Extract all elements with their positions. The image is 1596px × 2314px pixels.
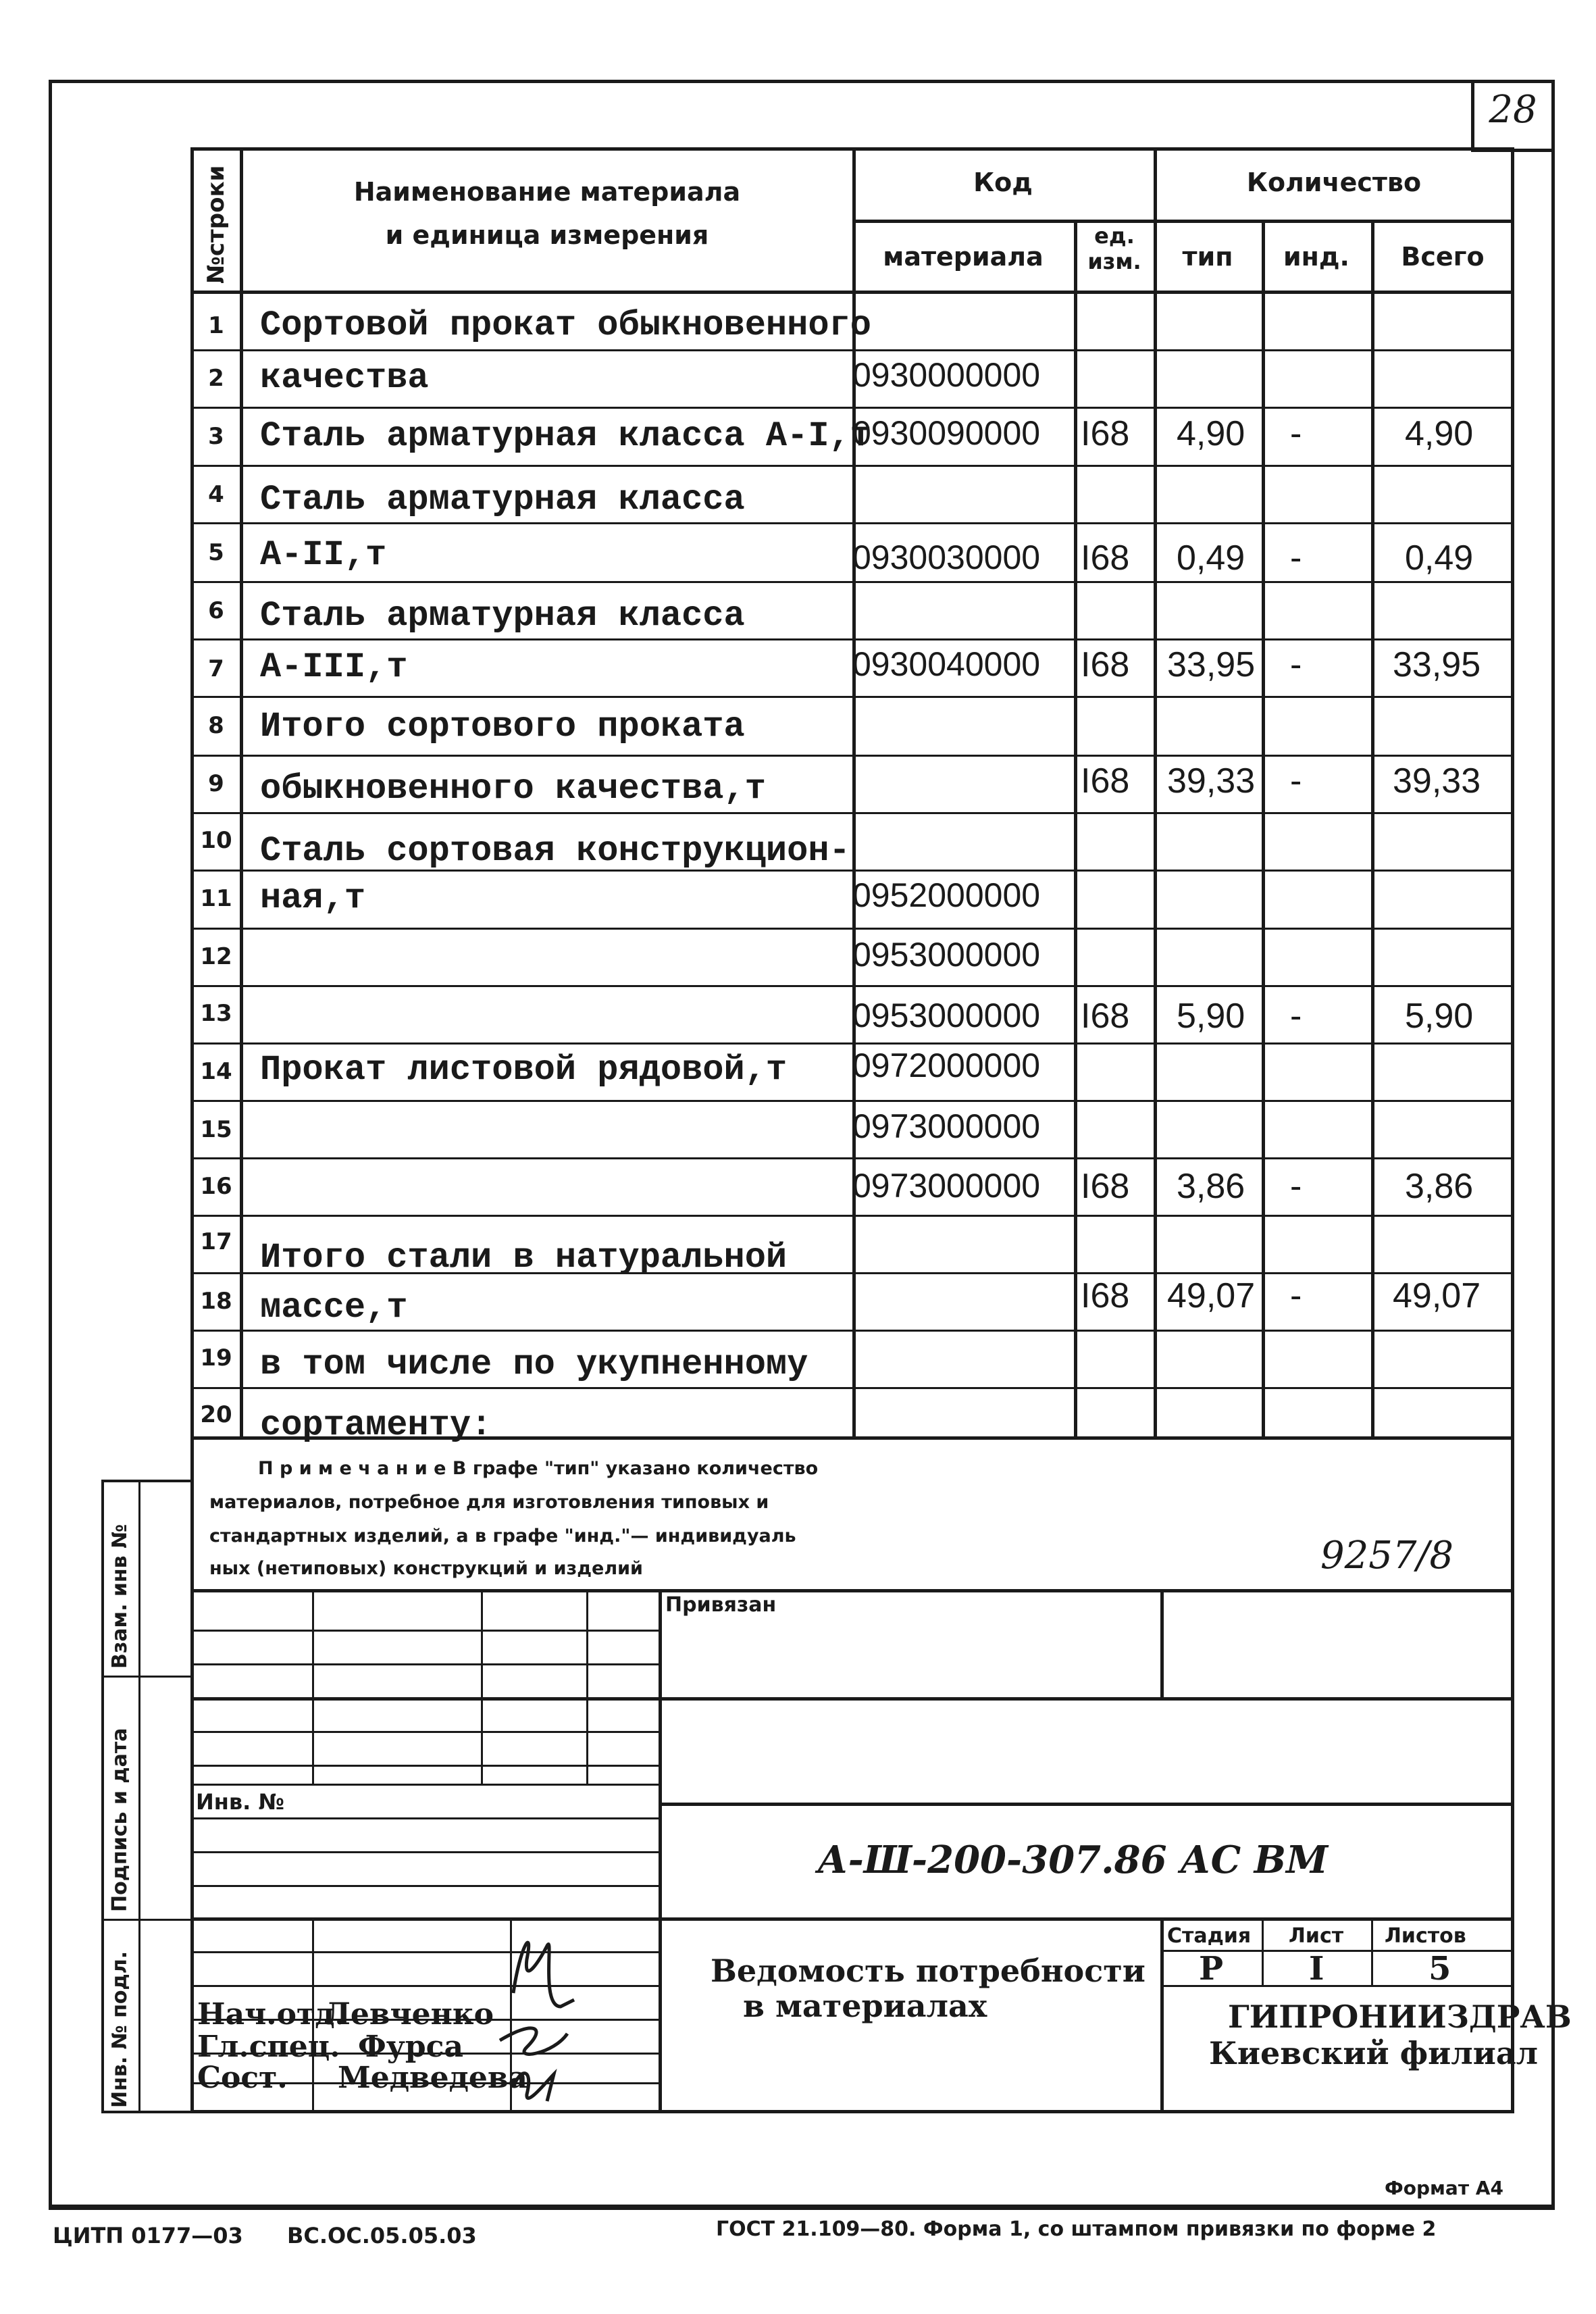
- note-line-2: материалов, потребное для изготовления типовых и: [209, 1492, 769, 1513]
- row-number: 12: [200, 943, 232, 970]
- stage-value: Р: [1199, 1950, 1224, 1988]
- header-row-no: №строки: [203, 165, 230, 284]
- row-name: качества: [260, 358, 429, 398]
- row-number: 1: [208, 312, 224, 339]
- org-line-2: Киевский филиал: [1209, 2035, 1539, 2071]
- row-unit: I68: [1081, 761, 1130, 801]
- row-name: в том числе по укупненному: [260, 1344, 808, 1384]
- stage-label: Стадия: [1167, 1924, 1252, 1948]
- sheet-value: I: [1309, 1950, 1324, 1988]
- signature-levchenko: [513, 1942, 574, 2007]
- row-unit: I68: [1081, 414, 1130, 453]
- header-total: Всего: [1401, 242, 1485, 272]
- row-unit: I68: [1081, 997, 1130, 1036]
- header-type: тип: [1182, 242, 1233, 272]
- row-name: Сталь арматурная класса: [260, 596, 745, 636]
- row-unit: I68: [1081, 1167, 1130, 1206]
- header-individual: инд.: [1283, 242, 1349, 272]
- row-total: 3,86: [1405, 1167, 1474, 1206]
- row-type: 49,07: [1167, 1276, 1256, 1315]
- row-number: 7: [208, 655, 224, 682]
- stamp-privyazan: Привязан: [665, 1593, 777, 1617]
- row-total: 33,95: [1393, 645, 1481, 684]
- note-line-1: П р и м е ч а н и е В графе "тип" указано количество: [258, 1458, 819, 1479]
- side-label-inv-podl: Инв. № подл.: [108, 1951, 132, 2108]
- row-type: 3,86: [1177, 1167, 1245, 1206]
- doc-title-1: Ведомость потребности: [711, 1953, 1145, 1989]
- row-code: 0953000000: [852, 997, 1041, 1034]
- footer-left: ЦИТП 0177—03: [53, 2223, 243, 2248]
- row-number: 9: [208, 770, 224, 797]
- footer-code: ВС.ОС.05.05.03: [287, 2223, 477, 2248]
- side-label-vzam: Взам. инв №: [108, 1524, 132, 1669]
- header-code: Код: [973, 168, 1033, 197]
- signature-fursa: [500, 2028, 567, 2055]
- header-quantity: Количество: [1246, 168, 1422, 197]
- row-total: 49,07: [1393, 1276, 1481, 1315]
- signer-name: Фурса: [358, 2030, 463, 2064]
- row-type: 0,49: [1177, 538, 1245, 578]
- row-name: Сталь сортовая конструкцион-: [260, 831, 850, 871]
- row-total: 39,33: [1393, 761, 1481, 801]
- row-name: А-II,т: [260, 535, 387, 575]
- row-code: 0973000000: [852, 1167, 1041, 1205]
- sheets-value: 5: [1428, 1950, 1451, 1988]
- row-code: 0972000000: [852, 1047, 1041, 1084]
- row-ind: -: [1290, 1276, 1302, 1315]
- row-ind: -: [1290, 1167, 1302, 1206]
- note-line-4: ных (нетиповых) конструкций и изделий: [209, 1558, 643, 1579]
- signer-name: Медведева: [338, 2061, 527, 2095]
- row-ind: -: [1290, 761, 1302, 801]
- row-name: Итого сортового проката: [260, 707, 745, 747]
- format-label: Формат А4: [1385, 2177, 1503, 2199]
- row-code: 0930040000: [852, 645, 1041, 683]
- row-number: 14: [200, 1058, 232, 1085]
- row-number: 19: [200, 1344, 232, 1372]
- row-number: 13: [200, 1000, 232, 1027]
- row-code: 0930030000: [852, 538, 1041, 576]
- row-ind: -: [1290, 538, 1302, 578]
- row-name: Прокат листовой рядовой,т: [260, 1050, 788, 1090]
- document-code: А-Ш-200-307.86 АС ВМ: [817, 1838, 1329, 1882]
- handwritten-number: 9257/8: [1320, 1534, 1454, 1578]
- stamp-inv-no: Инв. №: [196, 1789, 284, 1815]
- row-name: А-III,т: [260, 647, 408, 687]
- row-number: 3: [208, 423, 224, 450]
- row-name: Сталь арматурная класса А-I,т: [260, 416, 871, 456]
- row-type: 5,90: [1177, 997, 1245, 1036]
- row-number: 15: [200, 1116, 232, 1143]
- signer-role: Нач.отд.: [197, 1997, 345, 2032]
- header-name-2: и единица измерения: [385, 220, 709, 250]
- row-total: 4,90: [1405, 414, 1474, 453]
- row-number: 5: [208, 539, 224, 566]
- row-ind: -: [1290, 997, 1302, 1036]
- row-name: Сортовой прокат обыкновенного: [260, 305, 871, 345]
- row-code: 0930090000: [852, 414, 1041, 452]
- sheet-label: Лист: [1289, 1924, 1344, 1948]
- org-line-1: ГИПРОНИИЗДРАВ: [1228, 1998, 1572, 2035]
- row-number: 2: [208, 365, 224, 392]
- row-number: 4: [208, 481, 224, 508]
- note-line-3: стандартных изделий, а в графе "инд."— индивидуаль: [209, 1526, 796, 1546]
- row-number: 11: [200, 885, 232, 912]
- row-number: 8: [208, 712, 224, 739]
- row-name: сортаменту:: [260, 1405, 492, 1445]
- row-total: 5,90: [1405, 997, 1474, 1036]
- row-unit: I68: [1081, 645, 1130, 684]
- signer-name: Левченко: [324, 1997, 494, 2032]
- row-number: 6: [208, 597, 224, 624]
- row-code: 0953000000: [852, 936, 1041, 974]
- row-code: 0952000000: [852, 876, 1041, 914]
- row-ind: -: [1290, 414, 1302, 453]
- row-number: 10: [200, 827, 232, 854]
- side-label-podpis: Подпись и дата: [108, 1728, 132, 1912]
- row-total: 0,49: [1405, 538, 1474, 578]
- sheets-label: Листов: [1385, 1924, 1466, 1948]
- header-material-code: материала: [883, 242, 1044, 272]
- row-name: массе,т: [260, 1288, 408, 1328]
- signer-role: Гл.спец.: [197, 2030, 340, 2064]
- header-name-1: Наименование материала: [353, 177, 741, 207]
- header-unit: ед. изм.: [1087, 223, 1141, 274]
- row-unit: I68: [1081, 538, 1130, 578]
- row-number: 16: [200, 1173, 232, 1200]
- row-ind: -: [1290, 645, 1302, 684]
- page-number: 28: [1489, 88, 1537, 132]
- row-number: 20: [200, 1401, 232, 1428]
- signatures: [473, 1919, 662, 2115]
- row-name: Сталь арматурная класса: [260, 480, 745, 520]
- row-code: 0973000000: [852, 1107, 1041, 1145]
- row-number: 17: [200, 1228, 232, 1255]
- signature-medvedeva: [513, 2073, 554, 2101]
- row-code: 0930000000: [852, 356, 1041, 394]
- signer-role: Сост.: [197, 2061, 288, 2095]
- row-type: 4,90: [1177, 414, 1245, 453]
- row-name: обыкновенного качества,т: [260, 769, 766, 809]
- footer-gost: ГОСТ 21.109—80. Форма 1, со штампом привязки по форме 2: [716, 2217, 1437, 2241]
- doc-title-2: в материалах: [743, 1988, 987, 2024]
- row-name: Итого стали в натуральной: [260, 1238, 788, 1278]
- row-type: 39,33: [1167, 761, 1256, 801]
- row-number: 18: [200, 1288, 232, 1315]
- row-unit: I68: [1081, 1276, 1130, 1315]
- row-type: 33,95: [1167, 645, 1256, 684]
- row-name: ная,т: [260, 878, 366, 918]
